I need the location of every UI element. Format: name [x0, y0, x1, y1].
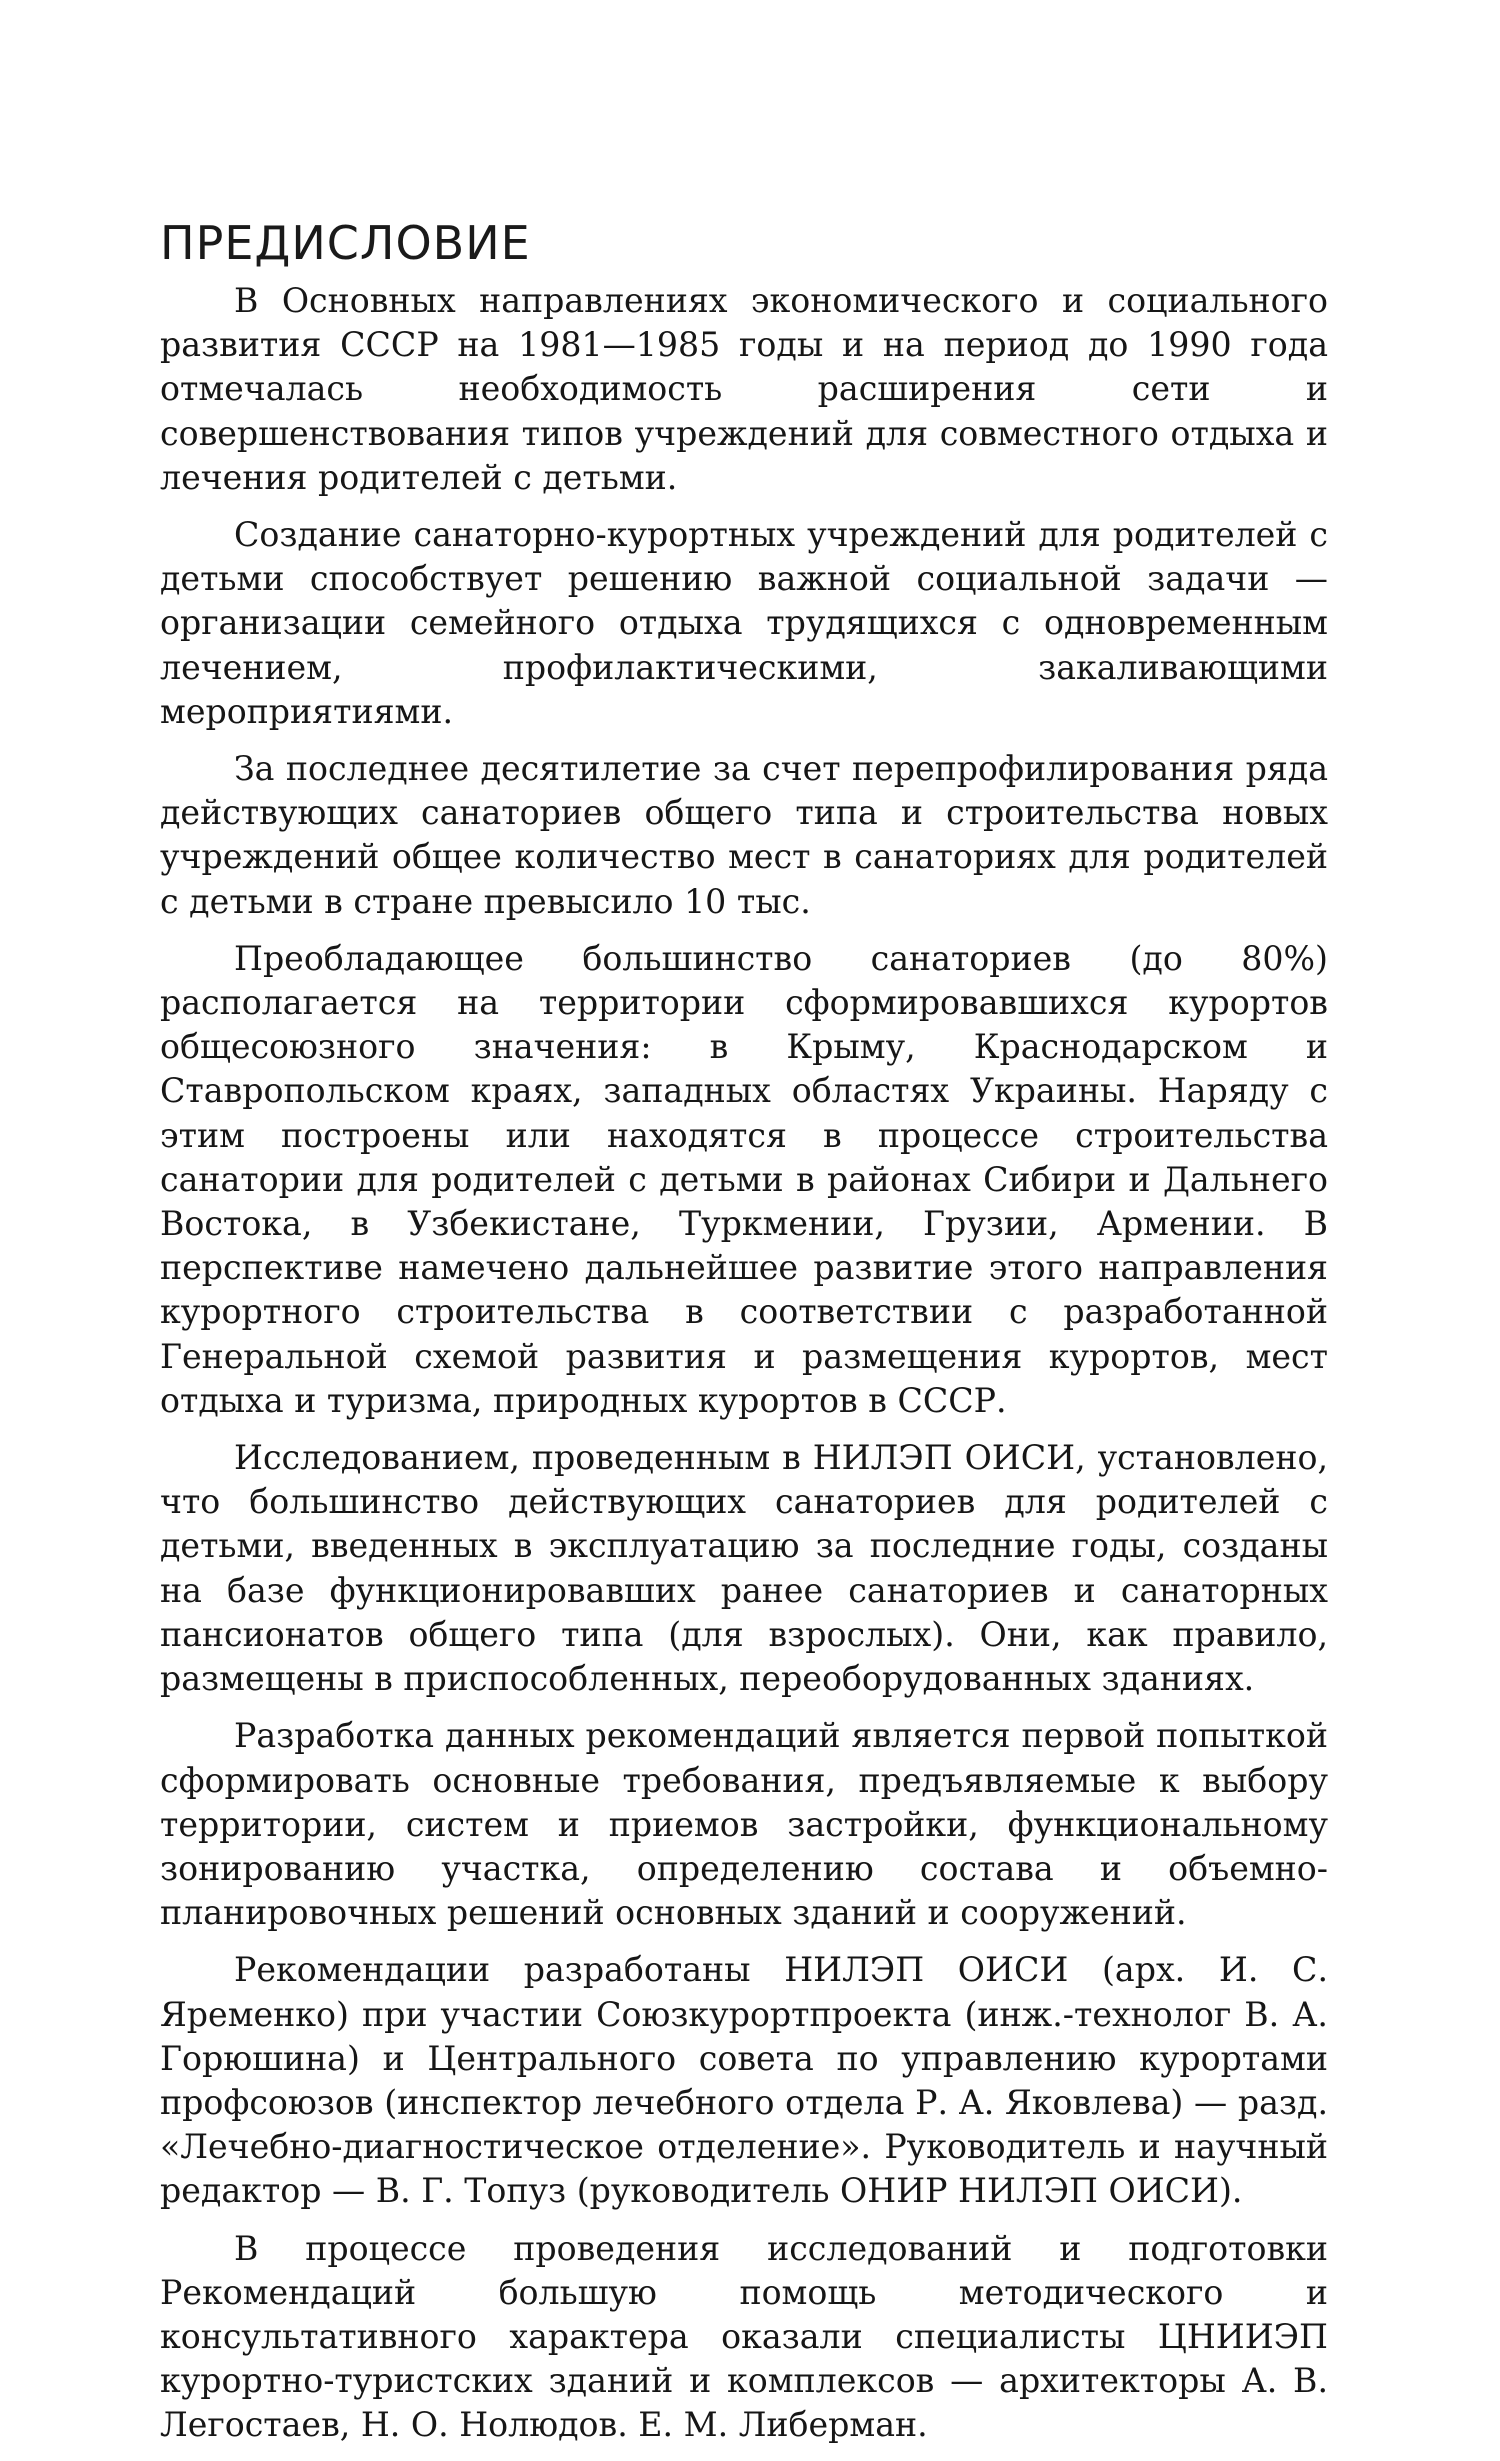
paragraph-8: В процессе проведения исследований и подготовки Рекомендаций большую помощь методического и консультативного характера оказали специалисты ЦНИИЭП курортно-туристских зданий и комплексов — архитекторы А. В. Легостаев, Н. О. Нолюдов. Е. М. Либерман. [160, 2228, 1328, 2445]
paragraph-2: Создание санаторно-курортных учреждений для родителей с детьми способствует решению важной социальной задачи — организации семейного отдыха трудящихся с одновременным лечением, профилактическими, закаливающими мероприятиями. [160, 515, 1328, 731]
document-page [160, 215, 1328, 2461]
paragraph-6: Разработка данных рекомендаций является первой попыткой сформировать основные требования, предъявляемые к выбору территории, систем и приемов застройки, функциональному зонированию участка, определению состава и объемно-планировочных решений основных зданий и сооружений. [160, 1716, 1328, 1933]
document-title: ПРЕДИСЛОВИЕ [160, 216, 531, 270]
paragraph-5: Исследованием, проведенным в НИЛЭП ОИСИ, установлено, что большинство действующих санаториев для родителей с детьми, введенных в эксплуатацию за последние годы, созданы на базе функционировавших ранее санаториев и санаторных пансионатов общего типа (для взрослых). Они, как правило, размещены в приспособленных, переоборудованных зданиях. [160, 1438, 1328, 1699]
paragraph-3: За последнее десятилетие за счет перепрофилирования ряда действующих санаториев общего типа и строительства новых учреждений общее количество мест в санаториях для родителей с детьми в стране превысило 10 тыс. [160, 749, 1328, 921]
paragraph-1: В Основных направлениях экономического и социального развития СССР на 1981—1985 годы и на период до 1990 года отмечалась необходимость расширения сети и совершенствования типов учреждений для совместного отдыха и лечения родителей с детьми. [160, 281, 1328, 497]
paragraph-7: Рекомендации разработаны НИЛЭП ОИСИ (арх. И. С. Яременко) при участии Союзкурортпроекта (инж.-технолог В. А. Горюшина) и Центрального совета по управлению курортами профсоюзов (инспектор лечебного отдела Р. А. Яковлева) — разд. «Лечебно-диагностическое отделение». Руководитель и научный редактор — В. Г. Топуз (руководитель ОНИР НИЛЭП ОИСИ). [160, 1950, 1328, 2211]
paragraph-4: Преобладающее большинство санаториев (до 80%) располагается на территории сформировавшихся курортов общесоюзного значения: в Крыму, Краснодарском и Ставропольском краях, западных областях Украины. Наряду с этим построены или находятся в процессе строительства санатории для родителей с детьми в районах Сибири и Дальнего Востока, в Узбекистане, Туркмении, Грузии, Армении. В перспективе намечено дальнейшее развитие этого направления курортного строительства в соответствии с разработанной Генеральной схемой развития и размещения курортов, мест отдыха и туризма, природных курортов в СССР. [160, 938, 1328, 1420]
